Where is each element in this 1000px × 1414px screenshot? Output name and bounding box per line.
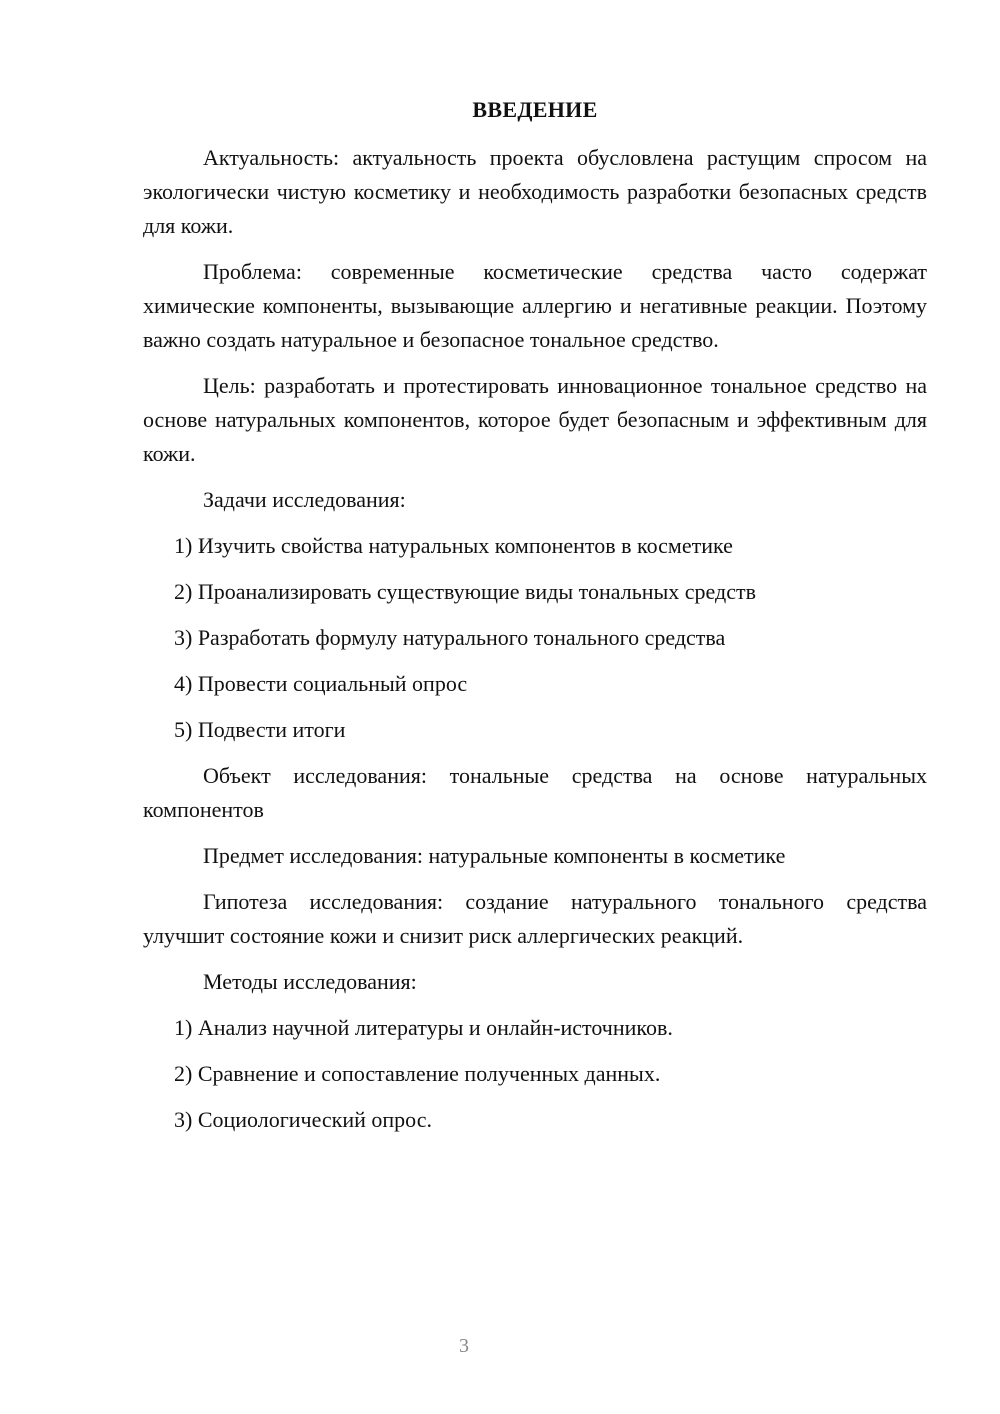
list-item: 3) Разработать формулу натурального тонального средства: [174, 625, 726, 650]
paragraph-goal: Цель: разработать и протестировать инновационное тональное средство на основе натуральных компонентов, которое будет безопасным и эффективным для кожи.: [143, 373, 927, 466]
page-number: 3: [459, 1335, 469, 1357]
list-item: 2) Сравнение и сопоставление полученных данных.: [174, 1061, 661, 1086]
tasks-heading: Задачи исследования:: [203, 487, 406, 512]
methods-heading: Методы исследования:: [203, 969, 417, 994]
list-item: 5) Подвести итоги: [174, 717, 346, 742]
page-title: ВВЕДЕНИЕ: [472, 97, 598, 122]
paragraph-subject: Предмет исследования: натуральные компоненты в косметике: [203, 843, 786, 868]
paragraph-object: Объект исследования: тональные средства на основе натуральных компонентов: [143, 763, 927, 822]
list-item: 1) Анализ научной литературы и онлайн-источников.: [174, 1015, 673, 1040]
paragraph-hypothesis: Гипотеза исследования: создание натурального тонального средства улучшит состояние кожи и снизит риск аллергических реакций.: [143, 889, 927, 948]
list-item: 4) Провести социальный опрос: [174, 671, 468, 696]
methods-list: [143, 1011, 927, 1137]
paragraph-problem: Проблема: современные косметические средства часто содержат химические компоненты, вызывающие аллергию и негативные реакции. Поэтому важно создать натуральное и безопасное тональное средство.: [143, 259, 927, 352]
page-content: [143, 95, 927, 1149]
list-item: 2) Проанализировать существующие виды тональных средств: [174, 579, 756, 604]
tasks-list: [143, 529, 927, 747]
list-item: 1) Изучить свойства натуральных компонентов в косметике: [174, 533, 733, 558]
paragraph-relevance: Актуальность: актуальность проекта обусловлена растущим спросом на экологически чистую косметику и необходимость разработки безопасных средств для кожи.: [143, 145, 927, 238]
list-item: 3) Социологический опрос.: [174, 1107, 432, 1132]
